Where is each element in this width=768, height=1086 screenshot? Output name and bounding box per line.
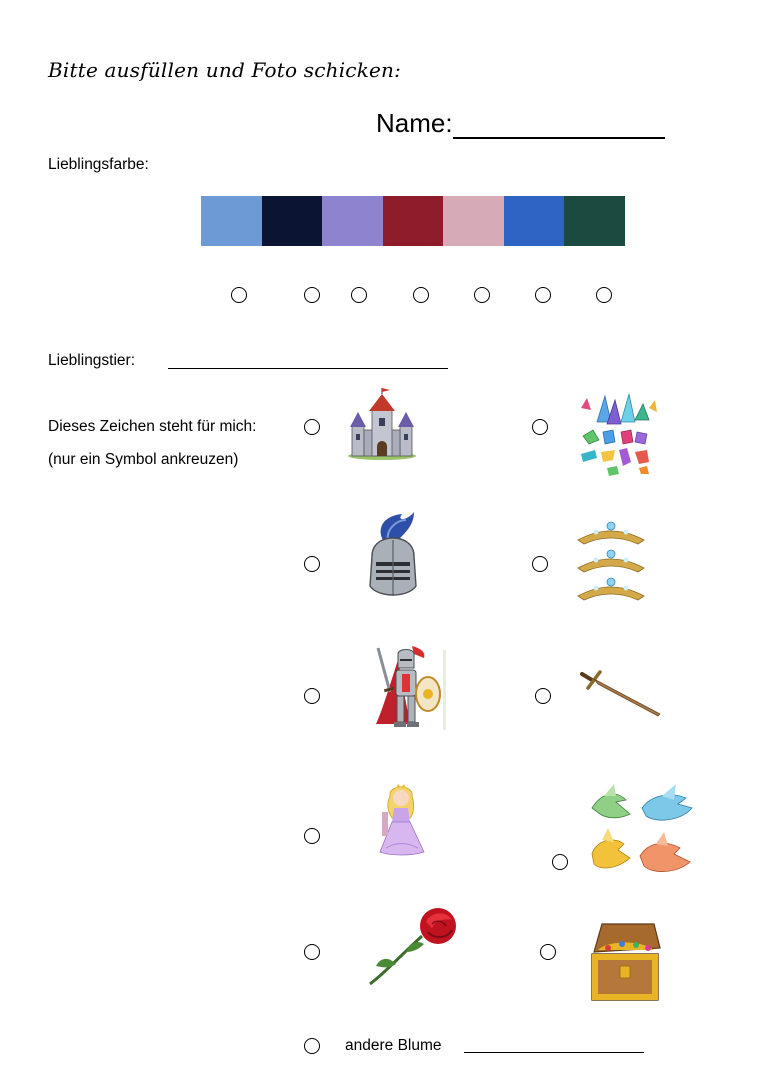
name-label: Name: (376, 108, 453, 138)
swatch-pink (443, 196, 504, 246)
swatch-dark-green (564, 196, 625, 246)
symbol-radio-knight-helmet[interactable] (304, 556, 320, 572)
color-radio-burgundy[interactable] (413, 287, 429, 303)
name-input-line[interactable] (453, 113, 665, 139)
symbol-radio-tiaras[interactable] (532, 556, 548, 572)
color-swatches (201, 196, 625, 246)
favorite-color-label: Lieblingsfarbe: (48, 156, 149, 173)
other-flower-input-line[interactable] (464, 1052, 644, 1053)
page-instruction: Bitte ausfüllen und Foto schicken: (48, 58, 402, 82)
color-radio-light-blue[interactable] (231, 287, 247, 303)
symbol-radio-other-flower[interactable] (304, 1038, 320, 1054)
symbol-radio-knight[interactable] (304, 688, 320, 704)
swatch-burgundy (383, 196, 444, 246)
color-radio-royal-blue[interactable] (535, 287, 551, 303)
knight-helmet-icon (362, 512, 424, 604)
symbol-choice-hint: (nur ein Symbol ankreuzen) (48, 451, 239, 468)
castle-icon (346, 392, 418, 462)
swatch-navy (262, 196, 323, 246)
symbol-radio-dragons[interactable] (552, 854, 568, 870)
symbol-choice-label: Dieses Zeichen steht für mich: (48, 418, 257, 435)
color-radio-pink[interactable] (474, 287, 490, 303)
swatch-light-blue (201, 196, 262, 246)
tiaras-icon (576, 514, 646, 606)
treasure-chest-icon (588, 918, 662, 1008)
name-field (376, 108, 665, 139)
color-radio-navy[interactable] (304, 287, 320, 303)
symbol-radio-crystals[interactable] (532, 419, 548, 435)
symbol-radio-rose[interactable] (304, 944, 320, 960)
symbol-radio-castle[interactable] (304, 419, 320, 435)
dragons-icon (586, 784, 694, 880)
symbol-radio-princess[interactable] (304, 828, 320, 844)
swatch-lavender (322, 196, 383, 246)
knight-icon (370, 644, 446, 732)
rose-icon (366, 906, 464, 988)
other-flower-label: andere Blume (345, 1037, 442, 1054)
favorite-animal-label: Lieblingstier: (48, 352, 136, 369)
princess-icon (376, 782, 428, 858)
sword-icon (578, 668, 662, 720)
swatch-royal-blue (504, 196, 565, 246)
symbol-radio-sword[interactable] (535, 688, 551, 704)
color-radio-lavender[interactable] (351, 287, 367, 303)
crystals-icon (577, 392, 659, 476)
symbol-radio-treasure-chest[interactable] (540, 944, 556, 960)
favorite-animal-input-line[interactable] (168, 368, 448, 369)
color-radio-dark-green[interactable] (596, 287, 612, 303)
